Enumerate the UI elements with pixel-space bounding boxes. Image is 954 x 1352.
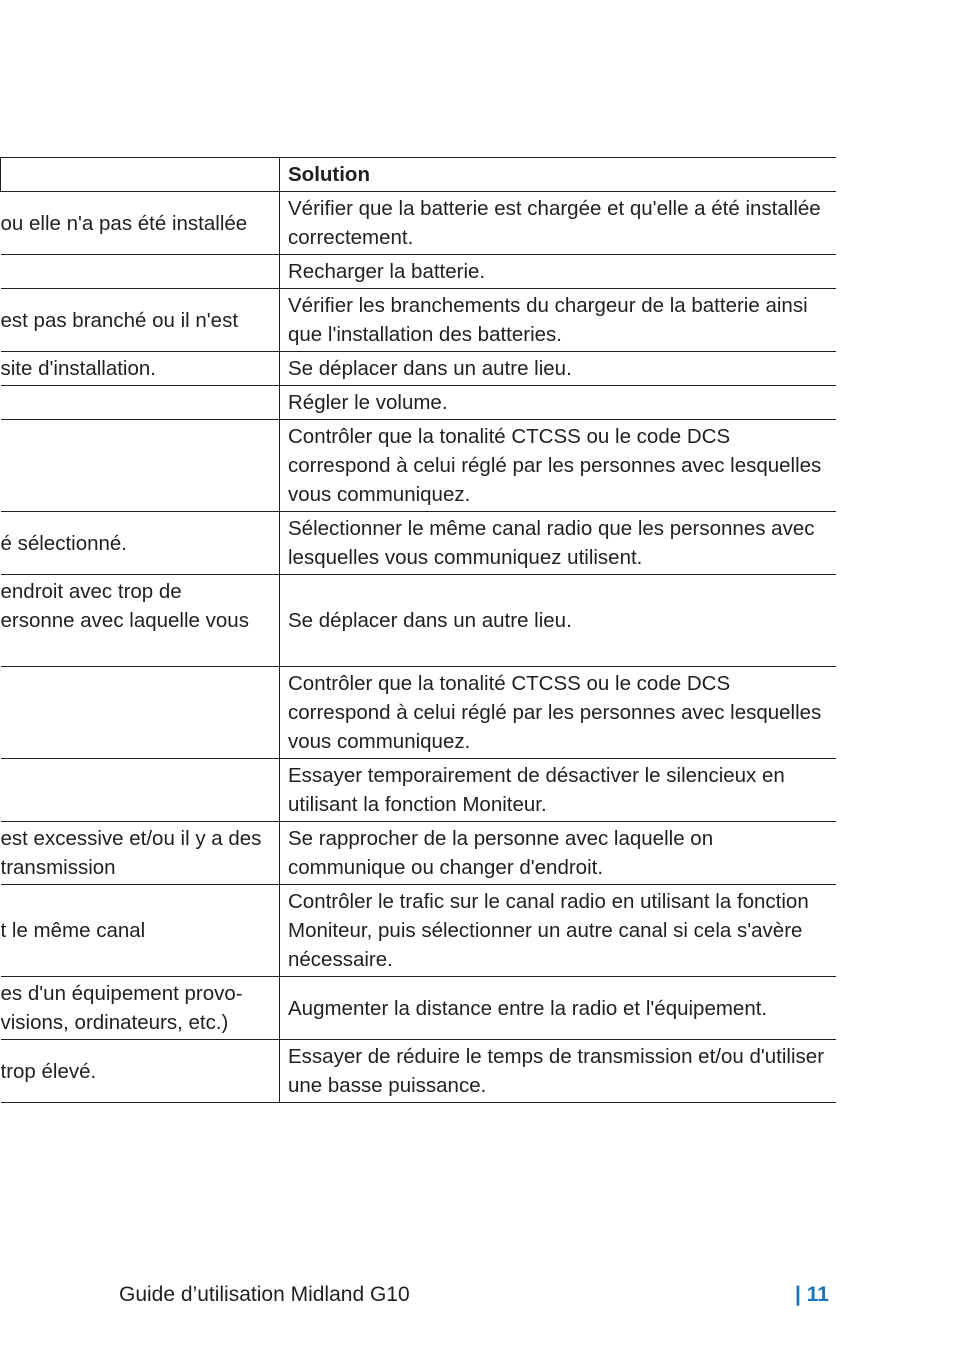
solution-cell: Vérifier les branchements du chargeur de la batterie ainsi que l'installation des batteries. — [280, 289, 837, 352]
table-row — [1, 822, 837, 885]
cause-line — [1, 776, 272, 805]
solution-cell: Essayer temporairement de désactiver le silencieux en utilisant la fonction Moniteur. — [280, 759, 837, 822]
table-row — [1, 759, 837, 822]
cause-line: trop élevé. — [0, 1059, 97, 1083]
troubleshooting-table — [0, 157, 836, 1103]
footer-guide-title: Guide d’utilisation Midland G10 — [119, 1283, 410, 1306]
table-row — [1, 1040, 837, 1103]
cause-line: es d'un équipement provo- — [0, 982, 243, 1005]
cause-line: é sélectionné. — [0, 531, 128, 555]
cause-line — [1, 257, 272, 286]
cause-line — [1, 698, 272, 727]
table-row — [1, 420, 837, 512]
page-number: | 11 — [795, 1283, 829, 1306]
cause-cell — [1, 420, 280, 512]
cause-line: ou elle n'a pas été installée — [0, 211, 248, 235]
cause-cell — [1, 1040, 280, 1103]
cause-line: site d'installation. — [0, 357, 156, 380]
cause-cell — [1, 512, 280, 575]
cause-cell — [1, 575, 280, 667]
table-row — [1, 575, 837, 667]
solution-cell: Contrôler que la tonalité CTCSS ou le code DCS correspond à celui réglé par les personnes avec lesquelles vous communiquez. — [280, 420, 837, 512]
table-row — [1, 885, 837, 977]
cause-line — [1, 388, 272, 417]
cause-line: ersonne avec laquelle vous — [0, 609, 249, 632]
table-row — [1, 386, 837, 420]
cause-line: est excessive et/ou il y a des — [0, 827, 262, 850]
cause-line: transmission — [0, 856, 116, 879]
solution-cell: Recharger la batterie. — [280, 255, 837, 289]
solution-cell: Se rapprocher de la personne avec laquelle on communique ou changer d'endroit. — [280, 822, 837, 885]
column-header-cause — [1, 158, 280, 192]
cause-cell — [1, 667, 280, 759]
solution-cell: Se déplacer dans un autre lieu. — [280, 575, 837, 667]
table-row — [1, 255, 837, 289]
cause-cell — [1, 885, 280, 977]
troubleshooting-table-wrapper — [0, 157, 836, 1103]
table-row — [1, 977, 837, 1040]
solution-cell: Essayer de réduire le temps de transmission et/ou d'utiliser une basse puissance. — [280, 1040, 837, 1103]
table-body — [1, 192, 837, 1103]
solution-cell: Contrôler le trafic sur le canal radio en utilisant la fonction Moniteur, puis sélectionner un autre canal si cela s'avère nécessaire. — [280, 885, 837, 977]
column-header-solution: Solution — [280, 158, 837, 192]
cause-line: endroit avec trop de — [0, 580, 182, 603]
solution-cell: Régler le volume. — [280, 386, 837, 420]
cause-cell — [1, 759, 280, 822]
solution-cell: Augmenter la distance entre la radio et l'équipement. — [280, 977, 837, 1040]
cause-line — [1, 451, 272, 480]
cause-cell — [1, 822, 280, 885]
cause-cell — [1, 192, 280, 255]
cause-cell — [1, 386, 280, 420]
table-row — [1, 192, 837, 255]
cause-cell — [1, 255, 280, 289]
table-header-row — [1, 158, 837, 192]
cause-line — [1, 635, 272, 664]
solution-cell: Se déplacer dans un autre lieu. — [280, 352, 837, 386]
table-row — [1, 352, 837, 386]
cause-cell — [1, 289, 280, 352]
cause-cell — [1, 352, 280, 386]
table-row — [1, 667, 837, 759]
cause-line: t le même canal — [0, 919, 146, 942]
cause-line: est pas branché ou il n'est — [0, 308, 239, 332]
solution-cell: Vérifier que la batterie est chargée et qu'elle a été installée correctement. — [280, 192, 837, 255]
table-row — [1, 512, 837, 575]
table-row — [1, 289, 837, 352]
cause-line: visions, ordinateurs, etc.) — [0, 1011, 229, 1034]
solution-cell: Contrôler que la tonalité CTCSS ou le code DCS correspond à celui réglé par les personnes avec lesquelles vous communiquez. — [280, 667, 837, 759]
cause-cell — [1, 977, 280, 1040]
solution-cell: Sélectionner le même canal radio que les personnes avec lesquelles vous communiquez utilisent. — [280, 512, 837, 575]
